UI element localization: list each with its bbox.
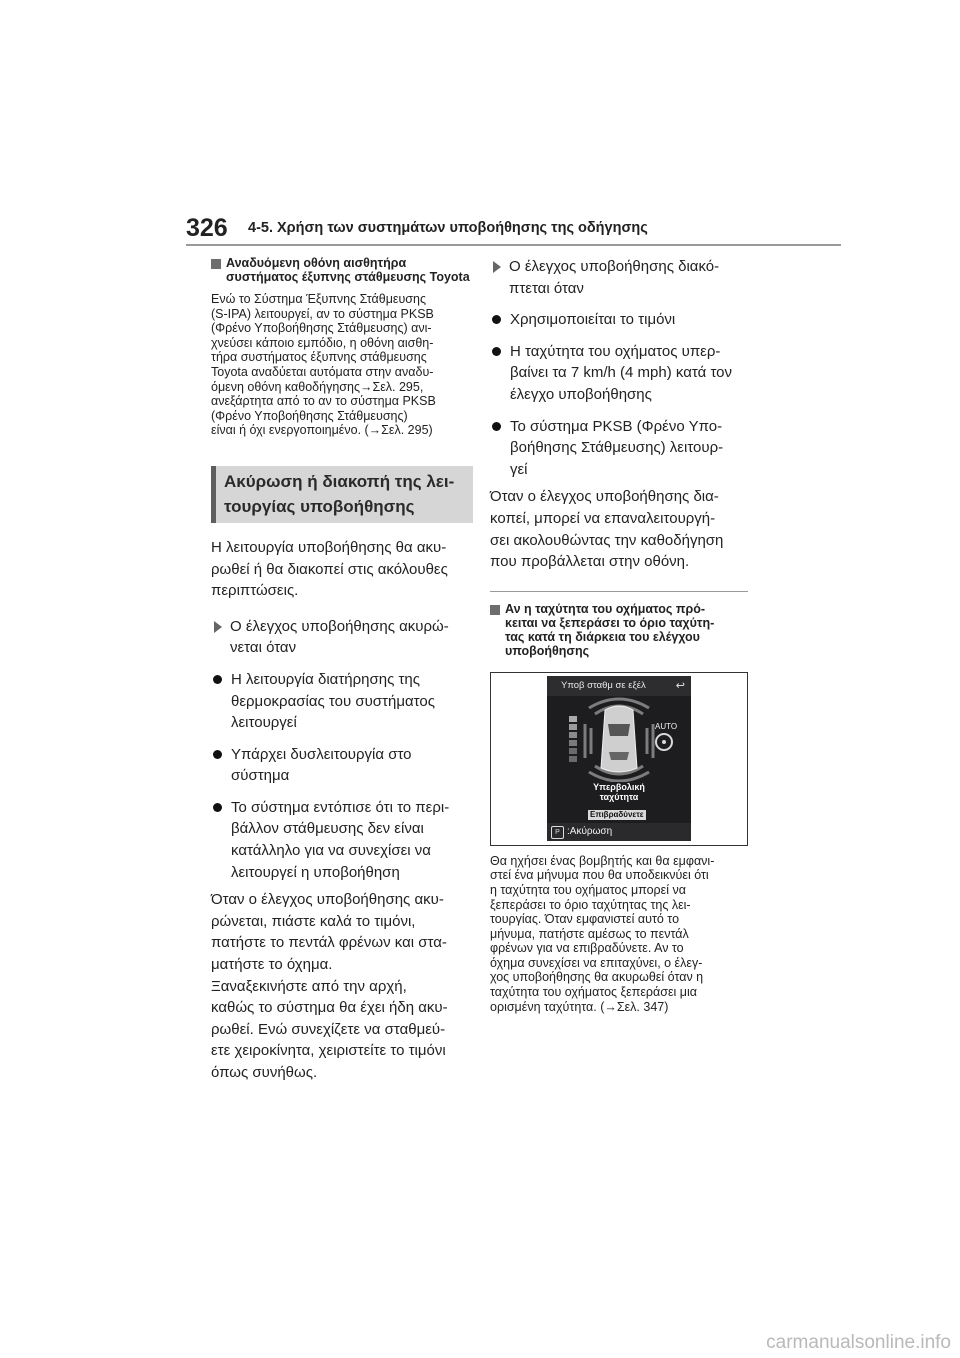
right-column <box>490 256 752 1014</box>
text-line: τήρα συστήματος έξυπνης στάθμευσης <box>211 350 427 365</box>
text-line: κειται να ξεπεράσει το όριο ταχύτη- <box>505 615 715 630</box>
text-line: στεί ένα μήνυμα που θα υποδεικνύει ότι <box>490 868 709 883</box>
steering-wheel-icon <box>655 733 673 751</box>
header-divider <box>186 244 841 246</box>
section-intro <box>211 537 473 602</box>
text-line: (S-IPA) λειτουργεί, αν το σύστημα PKSB <box>211 306 434 321</box>
text-line: η ταχύτητα του οχήματος μπορεί να <box>490 882 686 897</box>
cancel-row[interactable] <box>547 823 691 841</box>
display-illustration-frame <box>490 672 748 846</box>
section-divider <box>490 591 748 592</box>
text-line: Ο έλεγχος υποβοήθησης ακυρώ- <box>230 617 449 635</box>
list-item <box>490 416 752 481</box>
text-line: Όταν ο έλεγχος υποβοήθησης ακυ- <box>211 891 444 909</box>
text-line: περιπτώσεις. <box>211 582 299 600</box>
speed-bar-icon <box>569 716 577 762</box>
text-line: Το σύστημα εντόπισε ότι το περι- <box>231 798 450 816</box>
text-line: ξεπεράσει το όριο ταχύτητας της λει- <box>490 897 691 912</box>
bullet-dot-icon <box>213 803 222 812</box>
text-line: (Φρένο Υποβοήθησης Στάθμευσης) <box>211 408 408 423</box>
list-item <box>490 309 752 331</box>
page-number: 326 <box>186 214 228 242</box>
text-line: ματήστε το όχημα. <box>211 956 333 974</box>
arrow-right-icon <box>493 261 501 273</box>
text-line: Ξαναξεκινήστε από την αρχή, <box>211 977 407 995</box>
text-line: χος υποβοήθησης θα ακυρωθεί όταν η <box>490 970 704 985</box>
list-item <box>211 669 473 734</box>
text-line: (Φρένο Υποβοήθησης Στάθμευσης) ανι- <box>211 321 432 336</box>
car-icon <box>601 706 637 772</box>
text-line: Χρησιμοποιείται το τιμόνι <box>510 311 676 329</box>
chapter-title: 4-5. Χρήση των συστημάτων υποβοήθησης της οδήγησης <box>248 220 648 236</box>
text-line: τουργίας. Όταν εμφανιστεί αυτό το <box>490 912 680 927</box>
text-line: ρωθεί ή θα διακοπεί στις ακόλουθες <box>211 560 448 578</box>
text-line: όμενη οθόνη καθοδήγησης→Σελ. 295, <box>211 379 424 394</box>
left-column <box>211 256 473 1084</box>
text-line: Η λειτουργία υποβοήθησης θα ακυ- <box>211 538 447 556</box>
section-title-line: τουργίας υποβοήθησης <box>224 496 415 516</box>
text-line: όπως συνήθως. <box>211 1064 318 1081</box>
text-line: Ενώ το Σύστημα Έξυπνης Στάθμευσης <box>211 292 427 306</box>
text-line: πτεται όταν <box>509 279 584 297</box>
interrupt-arrow-item <box>490 256 752 299</box>
text-line: Toyota αναδύεται αυτόματα στην αναδυ- <box>211 364 434 379</box>
text-line: σει ακολουθώντας την καθοδήγηση <box>490 531 724 549</box>
text-line: μήνυμα, πατήστε αμέσως το πεντάλ <box>490 926 689 941</box>
bullet-dot-icon <box>213 750 222 759</box>
text-line: όχημα συνεχίσει να επιταχύνει, ο έλεγ- <box>490 955 703 970</box>
cancel-label: :Ακύρωση <box>567 825 613 837</box>
text-line: θερμοκρασίας του συστήματος <box>231 692 435 710</box>
after-interrupt-paragraph <box>490 486 752 572</box>
bullet-dot-icon <box>213 675 222 684</box>
section-title-line: Ακύρωση ή διακοπή της λει- <box>224 471 455 491</box>
speed-limit-heading <box>490 602 752 658</box>
text-line: καθώς το σύστημα θα έχει ήδη ακυ- <box>211 999 448 1017</box>
text-line: ρωθεί. Ενώ συνεχίζετε να σταθμεύ- <box>211 1020 446 1038</box>
text-line: κοπεί, μπορεί να επαναλειτουργή- <box>490 509 716 527</box>
screen-title: Υποβ σταθμ σε εξέλ <box>561 679 646 691</box>
list-item <box>490 341 752 406</box>
text-line: ανεξάρτητα από το αν το σύστημα PKSB <box>211 394 436 409</box>
text-line: Θα ηχήσει ένας βομβητής και θα εμφανι- <box>490 853 715 868</box>
closing-paragraph <box>211 889 473 1083</box>
text-line: έλεγχο υποβοήθησης <box>510 385 652 403</box>
text-line: Υπάρχει δυσλειτουργία στο <box>231 745 412 763</box>
text-line: Η ταχύτητα του οχήματος υπερ- <box>510 342 721 360</box>
list-item <box>211 744 473 787</box>
square-bullet-icon <box>490 605 500 615</box>
bullet-dot-icon <box>492 347 501 356</box>
text-line: κατάλληλο για να συνεχίσει να <box>231 842 431 860</box>
text-line: λειτουργεί <box>231 714 297 732</box>
warning-line: ταχύτητα <box>599 791 639 802</box>
text-line: σύστημα <box>231 767 290 785</box>
text-line: Αν η ταχύτητα του οχήματος πρό- <box>505 601 705 616</box>
park-assist-screen <box>547 676 691 841</box>
text-line: γεί <box>510 460 528 478</box>
auto-label: AUTO <box>655 721 678 731</box>
text-line: είναι ή όχι ενεργοποιημένο. (→Σελ. 295) <box>211 423 433 438</box>
site-logo[interactable]: carmanualsonline.info <box>766 1332 951 1353</box>
back-icon[interactable]: ↩ <box>675 679 685 692</box>
text-line: τας κατά τη διάρκεια του ελέγχου <box>505 629 700 644</box>
intro-paragraph <box>211 292 473 438</box>
text-line: Όταν ο έλεγχος υποβοήθησης δια- <box>490 488 719 506</box>
text-line: Το σύστημα PKSB (Φρένο Υπο- <box>510 417 723 435</box>
illustration-caption <box>490 854 752 1015</box>
text-line: βάλλον στάθμευσης δεν είναι <box>231 820 424 838</box>
sub-heading-text: Αναδυόμενη οθόνη αισθητήρα συστήματος έξυπνης στάθμευσης Toyota <box>226 256 470 284</box>
text-line: πατήστε το πεντάλ φρένων και στα- <box>211 934 447 952</box>
popup-sensor-heading <box>211 256 473 284</box>
decelerate-badge: Επιβραδύνετε <box>590 809 644 819</box>
text-line: βοήθησης Στάθμευσης) λειτουρ- <box>510 439 724 457</box>
warning-line: Υπερβολική <box>593 781 645 792</box>
speed-warning <box>547 782 691 802</box>
text-line: λειτουργεί η υποβοήθηση <box>231 863 400 881</box>
bullet-dot-icon <box>492 315 501 324</box>
text-line: ρώνεται, πιάστε καλά το τιμόνι, <box>211 912 416 930</box>
bullet-dot-icon <box>492 422 501 431</box>
text-line: νεται όταν <box>230 639 297 657</box>
section-title-box <box>211 466 473 523</box>
text-line: Ο έλεγχος υποβοήθησης διακό- <box>509 258 720 275</box>
text-line: υποβοήθησης <box>505 643 590 658</box>
cancel-arrow-item <box>211 616 473 659</box>
list-item <box>211 797 473 883</box>
parking-switch-icon: P <box>551 826 564 839</box>
text-line: χνεύσει κάποιο εμπόδιο, η οθόνη αισθη- <box>211 335 434 350</box>
text-line: ετε χειροκίνητα, χειριστείτε το τιμόνι <box>211 1042 446 1060</box>
text-line: φρένων για να επιβραδύνετε. Αν το <box>490 941 684 956</box>
text-line: Η λειτουργία διατήρησης της <box>231 670 420 688</box>
text-line: βαίνει τα 7 km/h (4 mph) κατά τον <box>510 364 732 382</box>
text-line: που προβάλλεται στην οθόνη. <box>490 553 690 571</box>
square-bullet-icon <box>211 259 221 269</box>
text-line: ταχύτητα του οχήματος ξεπεράσει μια <box>490 985 697 1000</box>
text-line: ορισμένη ταχύτητα. (→Σελ. 347) <box>490 999 669 1014</box>
arrow-right-icon <box>214 621 222 633</box>
